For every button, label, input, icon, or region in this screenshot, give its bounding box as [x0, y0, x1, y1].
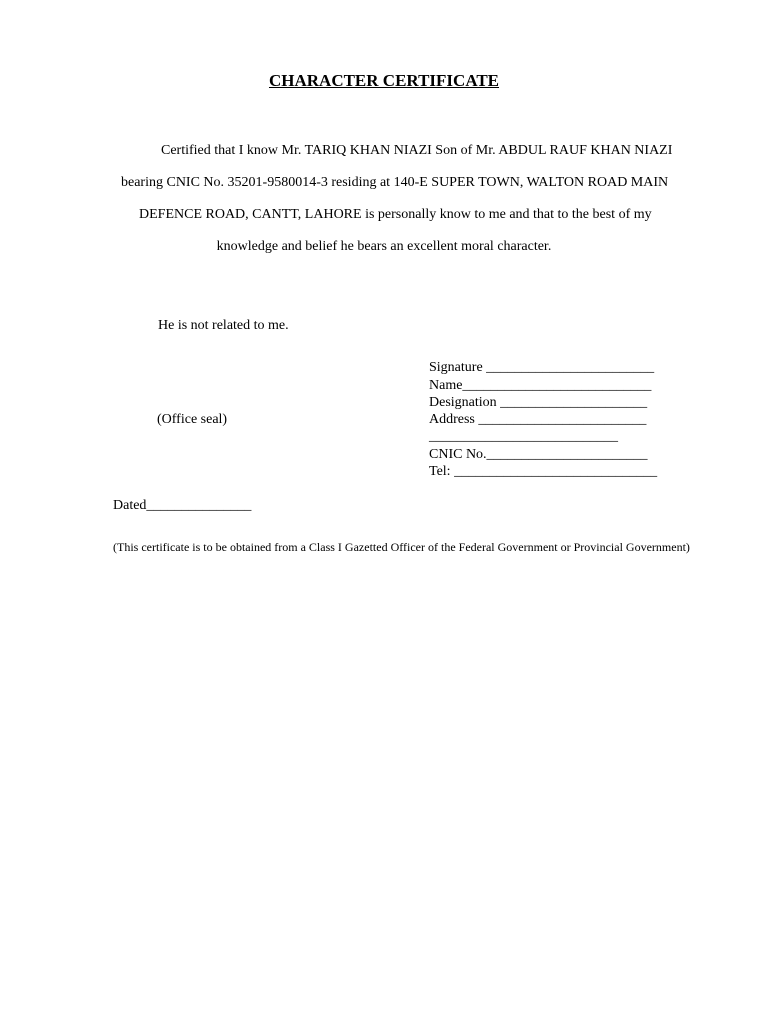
office-seal-label: (Office seal)	[157, 412, 228, 427]
page-title: CHARACTER CERTIFICATE	[268, 71, 500, 90]
name-field: Name___________________________	[429, 378, 652, 393]
address-field: Address ________________________	[429, 412, 647, 427]
body-line-3: DEFENCE ROAD, CANTT, LAHORE is personally know to me and that to the best of my	[139, 207, 652, 222]
tel-field: Tel: _____________________________	[429, 464, 658, 479]
body-line-4: knowledge and belief he bears an excellent moral character.	[216, 239, 552, 254]
footer-note: (This certificate is to be obtained from a Class I Gazetted Officer of the Federal Government or Provincial Government)	[113, 540, 690, 554]
dated-field: Dated_______________	[113, 498, 252, 513]
signature-field: Signature ________________________	[429, 360, 655, 375]
body-line-1: Certified that I know Mr. TARIQ KHAN NIAZI Son of Mr. ABDUL RAUF KHAN NIAZI	[161, 143, 673, 158]
address-continuation-field: ___________________________	[429, 429, 618, 444]
not-related-statement: He is not related to me.	[158, 318, 289, 333]
body-line-2: bearing CNIC No. 35201-9580014-3 residing at 140-E SUPER TOWN, WALTON ROAD MAIN	[121, 175, 669, 190]
designation-field: Designation _____________________	[429, 395, 648, 410]
cnic-field: CNIC No._______________________	[429, 447, 648, 462]
